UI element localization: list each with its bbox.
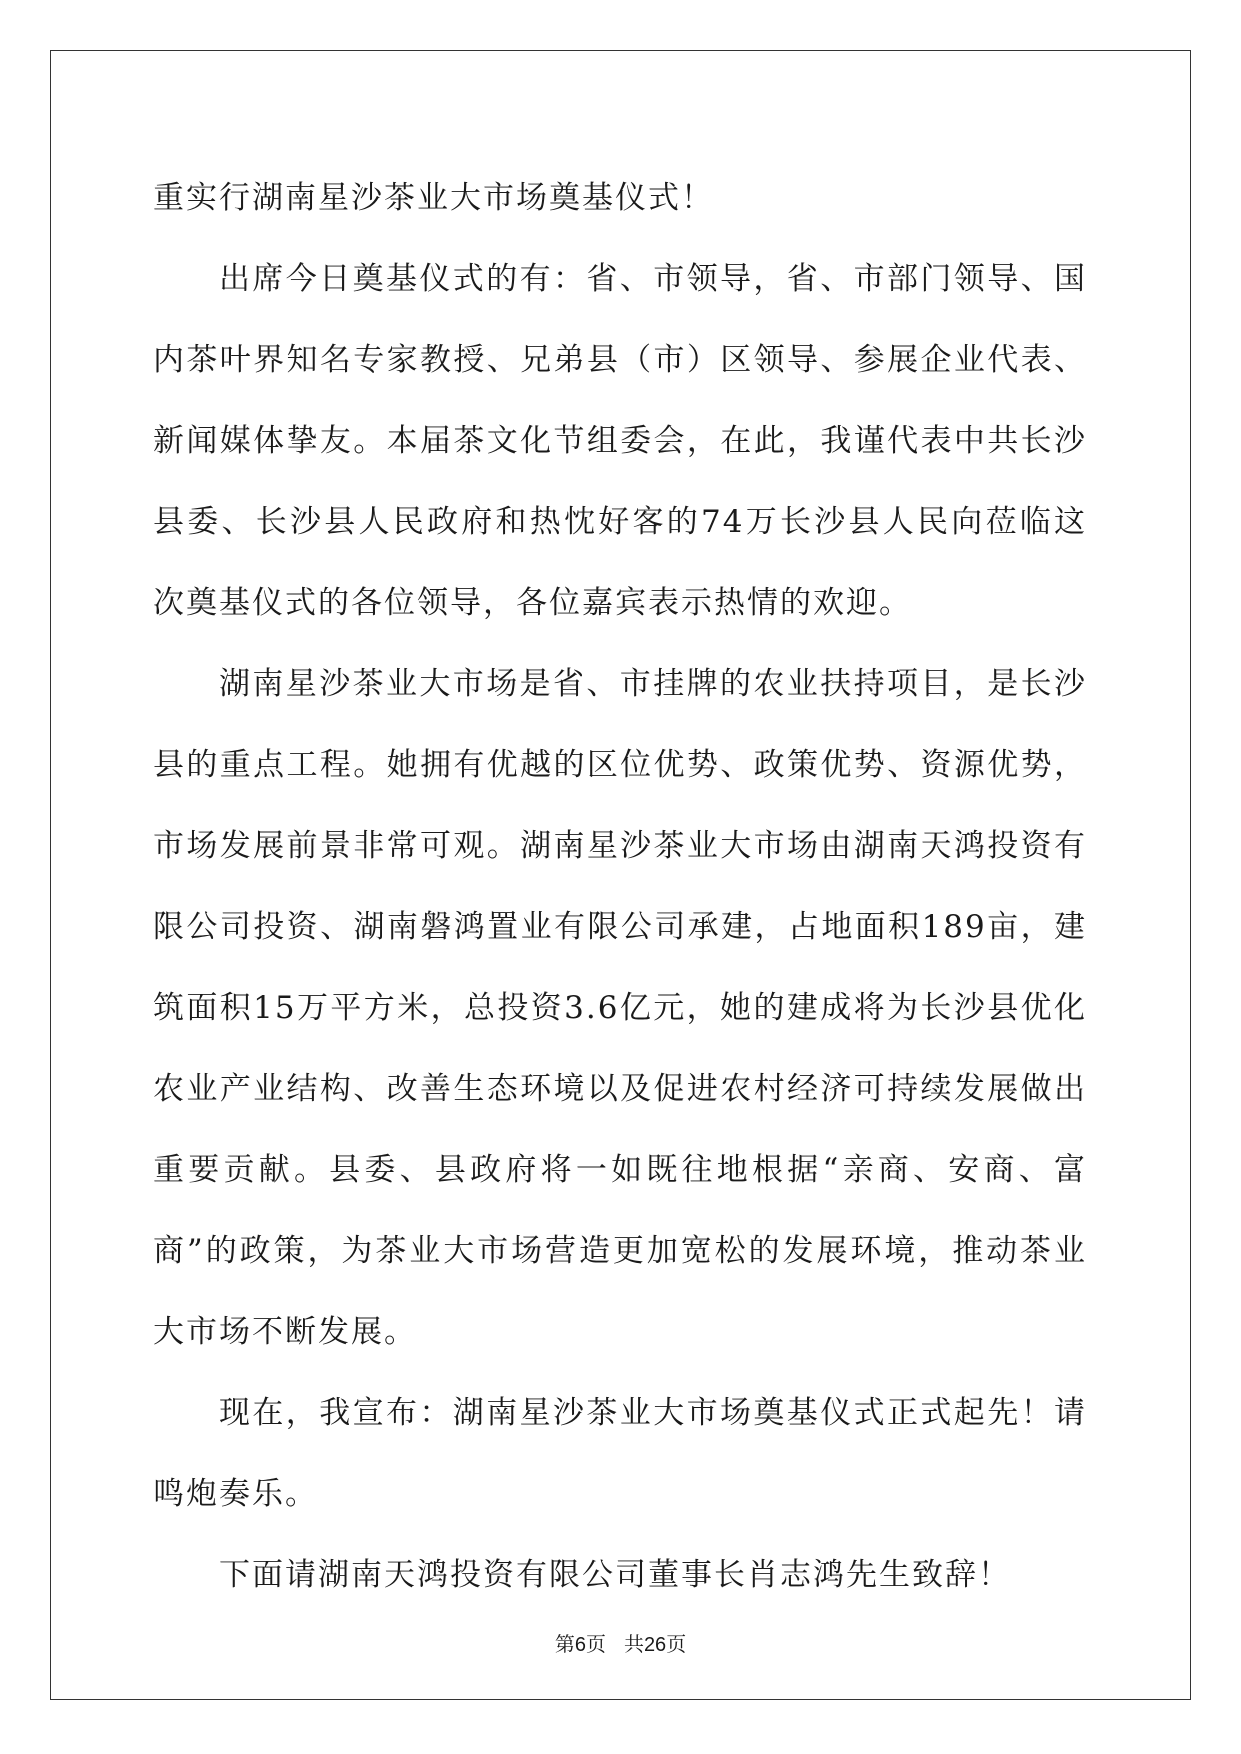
total-suffix: 页 — [666, 1632, 687, 1656]
total-pages: 26 — [643, 1634, 667, 1656]
paragraph: 出席今日奠基仪式的有：省、市领导，省、市部门领导、国内茶叶界知名专家教授、兄弟县（市）区领导、参展企业代表、新闻媒体挚友。本届茶文化节组委会，在此，我谨代表中共长沙县委、长沙县人民政府和热忱好客的74万长沙县人民向莅临这次奠基仪式的各位领导，各位嘉宾表示热情的欢迎。 — [153, 261, 1087, 621]
page-prefix: 第 — [554, 1632, 575, 1656]
paragraph: 湖南星沙茶业大市场是省、市挂牌的农业扶持项目，是长沙县的重点工程。她拥有优越的区位优势、政策优势、资源优势，市场发展前景非常可观。湖南星沙茶业大市场由湖南天鸿投资有限公司投资、湖南磐鸿置业有限公司承建，占地面积189亩，建筑面积15万平方米，总投资3.6亿元，她的建成将为长沙县优化农业产业结构、改善生态环境以及促进农村经济可持续发展做出重要贡献。县委、县政府将一如既往地根据“亲商、安商、富商”的政策，为茶业大市场营造更加宽松的发展环境，推动茶业大市场不断发展。 — [153, 666, 1087, 1350]
page-suffix: 页 — [585, 1632, 606, 1656]
paragraph: 下面请湖南天鸿投资有限公司董事长肖志鸿先生致辞！ — [219, 1557, 1011, 1593]
total-prefix: 共 — [623, 1632, 644, 1656]
page-footer — [0, 1628, 1241, 1657]
paragraph: 现在，我宣布：湖南星沙茶业大市场奠基仪式正式起先！请鸣炮奏乐。 — [153, 1395, 1087, 1512]
page-number: 6 — [574, 1634, 586, 1656]
paragraph: 重实行湖南星沙茶业大市场奠基仪式！ — [153, 180, 714, 216]
document-body — [153, 158, 1087, 1616]
